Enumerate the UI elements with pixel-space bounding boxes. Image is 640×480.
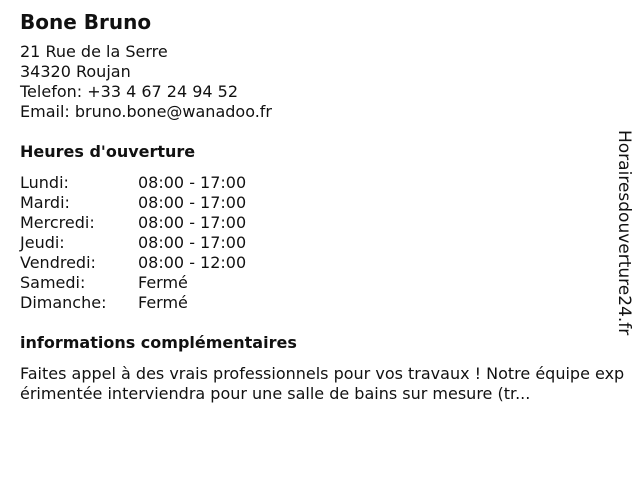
email-address[interactable]: Email: bruno.bone@wanadoo.fr <box>20 102 272 121</box>
hours-row-thursday <box>20 233 610 253</box>
hours-heading: Heures d'ouverture <box>20 142 196 161</box>
business-name: Bone Bruno <box>20 10 152 34</box>
hours-row-sunday <box>20 293 610 313</box>
hours-time: 08:00 - 17:00 <box>138 193 247 212</box>
hours-time: 08:00 - 12:00 <box>138 253 247 272</box>
hours-day: Vendredi: <box>20 253 96 272</box>
contact-block <box>20 42 610 122</box>
phone-number[interactable]: Telefon: +33 4 67 24 94 52 <box>20 82 239 101</box>
hours-table <box>20 173 610 313</box>
hours-row-friday <box>20 253 610 273</box>
info-heading: informations complémentaires <box>20 333 297 352</box>
hours-time: Fermé <box>138 273 188 292</box>
hours-day: Samedi: <box>20 273 86 292</box>
hours-time: Fermé <box>138 293 188 312</box>
address-street: 21 Rue de la Serre <box>20 42 168 61</box>
hours-time: 08:00 - 17:00 <box>138 213 247 232</box>
hours-day: Mardi: <box>20 193 70 212</box>
address-city: 34320 Roujan <box>20 62 131 81</box>
hours-row-saturday <box>20 273 610 293</box>
hours-row-wednesday <box>20 213 610 233</box>
hours-day: Lundi: <box>20 173 69 192</box>
hours-row-tuesday <box>20 193 610 213</box>
hours-day: Mercredi: <box>20 213 95 232</box>
hours-time: 08:00 - 17:00 <box>138 173 247 192</box>
hours-row-monday <box>20 173 610 193</box>
site-watermark <box>614 130 634 335</box>
watermark-text: Horairesdouverture24.fr <box>614 130 634 336</box>
info-description: Faites appel à des vrais professionnels pour vos travaux ! Notre équipe expérimentée interviendra pour une salle de bains sur mesure (tr... <box>20 364 625 403</box>
hours-day: Dimanche: <box>20 293 107 312</box>
hours-day: Jeudi: <box>20 233 65 252</box>
hours-time: 08:00 - 17:00 <box>138 233 247 252</box>
